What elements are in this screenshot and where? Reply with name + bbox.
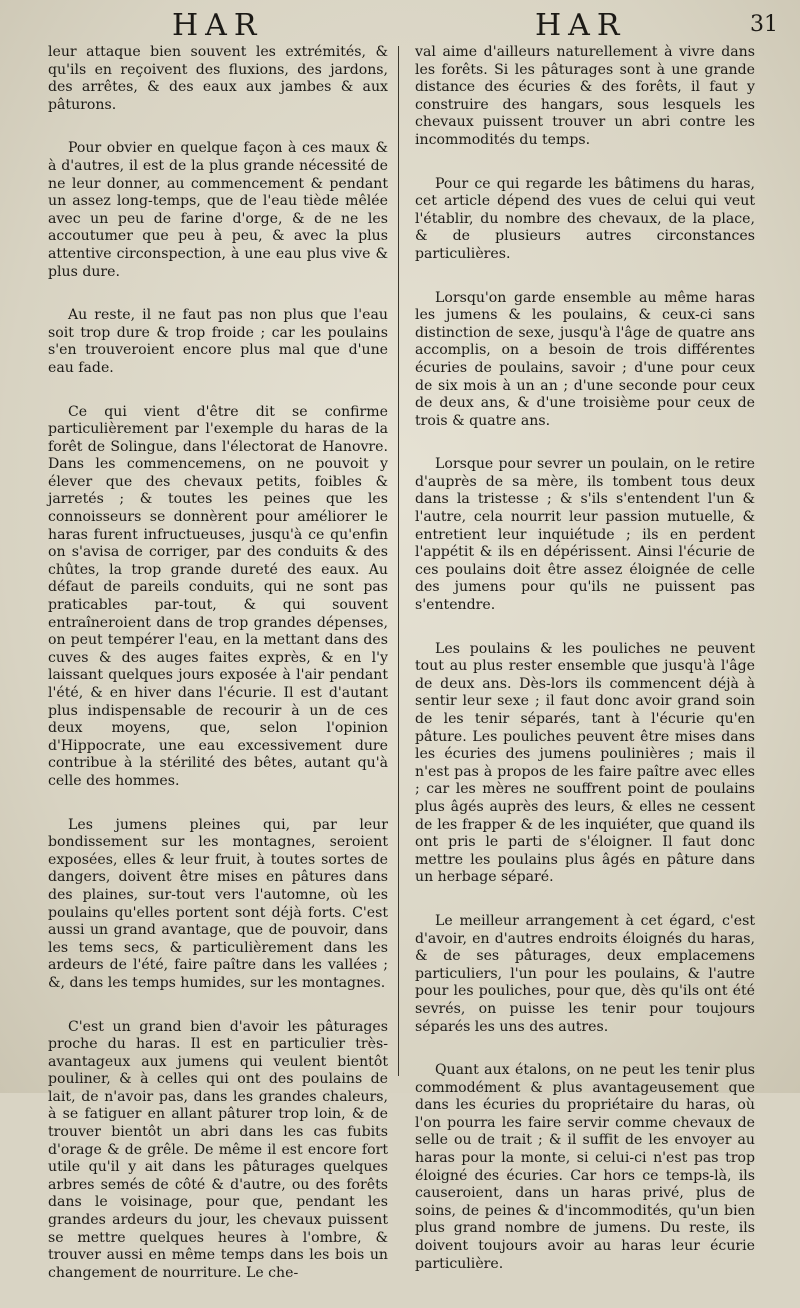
paragraph: C'est un grand bien d'avoir les pâturages proche du haras. Il est en particulier très-avantageux aux jumens qui veulent bientôt pouliner, & à celles qui ont des poulains de lait, de n'avoir pas, dans les grandes chaleurs, à se fatiguer en allant pâturer trop loin, & de trouver bientôt un abri dans les cas fubits d'orage & de grêle. De même il est encore fort utile qu'il y ait dans les pâturages quelques arbres semés de côté & d'autre, ou des forêts dans le voisinage, pour que, pendant les grandes ardeurs du jour, les chevaux puissent se mettre quelques heures à l'ombre, & trouver aussi en même temps dans les bois un changement de nourriture. Le che- [48, 1018, 388, 1281]
paragraph: Au reste, il ne faut pas non plus que l'eau soit trop dure & trop froide ; car les poulains s'en trouveroient encore plus mal que d'une eau fade. [48, 307, 388, 376]
paragraph: Pour ce qui regarde les bâtimens du haras, cet article dépend des vues de celui qui veut l'établir, du nombre des chevaux, de la place, & de plusieurs autres circonstances particulières. [415, 175, 755, 262]
paragraph: Quant aux étalons, on ne peut les tenir plus commodément & plus avantageusement que dans les écuries du propriétaire du haras, où l'on pourra les faire servir comme chevaux de selle ou de trait ; & il suffit de les envoyer au haras pour la monte, si celui-ci n'est pas trop éloigné des écuries. Car hors ce temps-là, ils causeroient, dans un haras privé, plus de soins, de peines & d'incommodités, qu'un bien plus grand nombre de jumens. Du reste, ils doivent toujours avoir au haras leur écurie particulière. [415, 1062, 755, 1272]
paragraph: val aime d'ailleurs naturellement à vivre dans les forêts. Si les pâturages sont à une grande distance des écuries & des forêts, il faut y construire des hangars, sous lesquels les chevaux puissent trouver un abri contre les incommodités du temps. [415, 44, 755, 148]
paragraph: Les jumens pleines qui, par leur bondissement sur les montagnes, seroient exposées, elles & leur fruit, à toutes sortes de dangers, doivent être mises en pâtures dans des plaines, sur-tout vers l'automne, où les poulains qu'elles portent sont déjà forts. C'est aussi un grand avantage, que de pouvoir, dans les tems secs, & particulièrement dans les ardeurs de l'été, faire paître dans les vallées ; &, dans les temps humides, sur les montagnes. [48, 816, 388, 991]
paragraph: Lorsque pour sevrer un poulain, on le retire d'auprès de sa mère, ils tombent tous deux dans la tristesse ; & s'ils s'entendent l'un & l'autre, cela nourrit leur passion mutuelle, & entretient leur inquiétude ; ils en perdent l'appétit & ils en dépérissent. Ainsi l'écurie de ces poulains doit être assez éloignée de celle des jumens pour qu'ils ne puissent pas s'entendre. [415, 456, 755, 614]
right-column [415, 44, 755, 1299]
paragraph: leur attaque bien souvent les extrémités, & qu'ils en reçoivent des fluxions, des jardons, des arrêtes, & des eaux aux jambes & aux pâturons. [48, 44, 388, 113]
right-headword: HAR [535, 8, 627, 43]
left-headword: HAR [172, 8, 264, 43]
left-column [48, 44, 388, 1308]
paragraph: Lorsqu'on garde ensemble au même haras les jumens & les poulains, & ceux-ci sans distinction de sexe, jusqu'à l'âge de quatre ans accomplis, on a besoin de trois différentes écuries de poulains, savoir ; d'une pour ceux de six mois à un an ; d'une seconde pour ceux de deux ans, & d'une troisième pour ceux de trois & quatre ans. [415, 289, 755, 429]
paragraph: Les poulains & les pouliches ne peuvent tout au plus rester ensemble que jusqu'à l'âge de deux ans. Dès-lors ils commencent déjà à sentir leur sexe ; il faut donc avoir grand soin de les tenir séparés, tant à l'écurie qu'en pâture. Les pouliches peuvent être mises dans les écuries des jumens poulinières ; mais il n'est pas à propos de les faire paître avec elles ; car les mères ne souffrent point de poulains plus âgés auprès des leurs, & elles ne cessent de les frapper & de les inquiéter, que quand ils ont pris le parti de s'éloigner. Il faut donc mettre les poulains plus âgés en pâture dans un herbage séparé. [415, 640, 755, 886]
column-divider [398, 46, 399, 1076]
paragraph: Pour obvier en quelque façon à ces maux & à d'autres, il est de la plus grande nécessité de ne leur donner, au commencement & pendant un assez long-temps, que de l'eau tiède mêlée avec un peu de farine d'orge, & de ne les accoutumer que peu à peu, & avec la plus attentive circonspection, à une eau plus vive & plus dure. [48, 140, 388, 280]
paragraph: Le meilleur arrangement à cet égard, c'est d'avoir, en d'autres endroits éloignés du haras, & de ses pâturages, deux emplacemens particuliers, l'un pour les poulains, & l'autre pour les pouliches, pour que, dès qu'ils ont été sevrés, on puisse les tenir pour toujours séparés les uns des autres. [415, 912, 755, 1035]
paragraph: Ce qui vient d'être dit se confirme particulièrement par l'exemple du haras de la forêt de Solingue, dans l'électorat de Hanovre. Dans les commencemens, on ne pouvoit y élever que des chevaux petits, foibles & jarretés ; & toutes les peines que les connoisseurs se donnèrent pour améliorer le haras furent infructueuses, jusqu'à ce qu'enfin on s'avisa de corriger, par des conduits & des chûtes, la trop grande dureté des eaux. Au défaut de pareils conduits, qui ne sont pas praticables par-tout, & qui souvent entraîneroient dans de trop grandes dépenses, on peut tempérer l'eau, en la mettant dans des cuves & des auges faites exprès, & en l'y laissant quelques jours exposée à l'air pendant l'été, & en hiver dans l'écurie. Il est d'autant plus indispensable de recourir à un de ces deux moyens, que, selon l'opinion d'Hippocrate, une eau excessivement dure contribue à la stérilité des bêtes, autant qu'à celle des hommes. [48, 403, 388, 789]
page-number: 31 [750, 12, 778, 37]
running-header [0, 6, 800, 46]
